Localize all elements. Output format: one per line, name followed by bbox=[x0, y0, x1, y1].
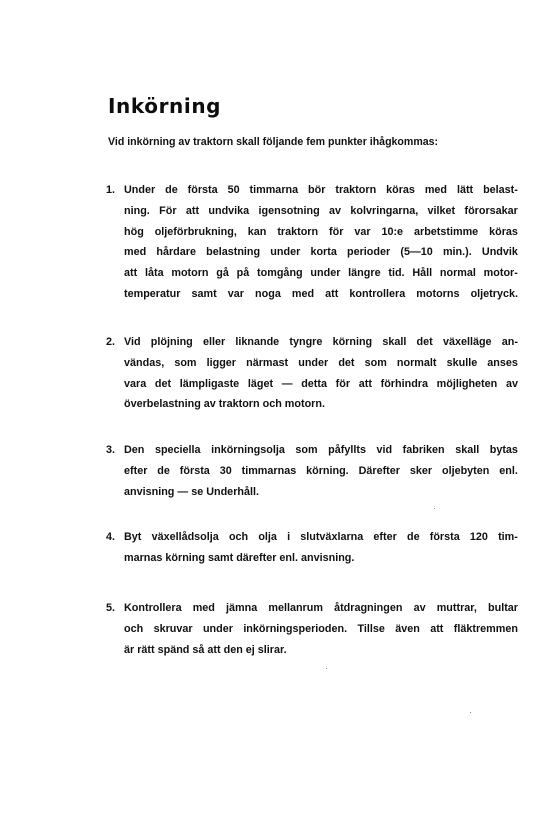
word: 10:e bbox=[381, 225, 404, 238]
word: samt bbox=[191, 287, 217, 300]
word: och bbox=[124, 622, 144, 635]
word: igensotning bbox=[258, 204, 320, 217]
justified-words bbox=[124, 461, 518, 482]
word: bultar bbox=[488, 602, 518, 614]
word: mellanrum bbox=[268, 602, 323, 614]
word: Byt bbox=[124, 531, 142, 543]
word: som bbox=[174, 356, 197, 369]
word: kolvringarna, bbox=[350, 204, 419, 217]
item-number: 1. bbox=[106, 184, 116, 196]
item-line bbox=[124, 222, 518, 243]
word: med bbox=[291, 287, 315, 300]
word: tyngre bbox=[289, 336, 323, 348]
word: vid bbox=[376, 444, 393, 456]
word: för bbox=[335, 377, 351, 390]
word: korta bbox=[310, 246, 337, 259]
word: det bbox=[416, 336, 433, 348]
justified-words bbox=[124, 242, 518, 263]
word: även bbox=[395, 622, 420, 635]
word: belast- bbox=[483, 184, 518, 196]
item-line bbox=[124, 527, 518, 548]
word: oljeförbrukning, bbox=[154, 225, 237, 238]
word: muttrar, bbox=[436, 602, 477, 614]
word: körning. bbox=[306, 464, 349, 477]
item-line bbox=[124, 461, 518, 482]
word: av bbox=[413, 602, 426, 614]
word: med bbox=[192, 602, 215, 614]
word: eller bbox=[202, 336, 226, 348]
word: var bbox=[227, 287, 244, 300]
word: speciella bbox=[154, 444, 201, 456]
list-item-3 bbox=[106, 440, 518, 502]
word: hårdare bbox=[156, 246, 196, 259]
item-line: marnas körning samt därefter enl. anvisning. bbox=[124, 551, 355, 564]
word: ning. bbox=[124, 204, 150, 217]
word: 120 bbox=[469, 531, 488, 543]
word: timmarnas bbox=[241, 464, 297, 477]
word: lätt bbox=[456, 184, 474, 196]
word: skruvar bbox=[153, 622, 193, 635]
word: 30 bbox=[219, 464, 232, 477]
word: detta bbox=[301, 377, 327, 390]
item-line: är rätt spänd så att den ej slirar. bbox=[124, 643, 287, 656]
word: åtdragningen bbox=[334, 602, 403, 614]
word: Undvik bbox=[481, 246, 518, 259]
word: låta bbox=[144, 267, 164, 280]
word: kan bbox=[247, 225, 267, 238]
word: första bbox=[179, 464, 210, 477]
item-line bbox=[124, 242, 518, 263]
word: det bbox=[338, 356, 355, 369]
scan-speck bbox=[434, 508, 435, 509]
word: — bbox=[281, 377, 293, 390]
word: perioder bbox=[347, 246, 391, 259]
word: lämpligaste bbox=[179, 377, 240, 390]
justified-words bbox=[124, 222, 518, 243]
word: förorsakar bbox=[464, 204, 518, 217]
justified-words bbox=[124, 619, 518, 640]
justified-words bbox=[124, 598, 518, 619]
word: För bbox=[159, 204, 177, 217]
word: tim- bbox=[498, 531, 518, 543]
item-line bbox=[124, 598, 518, 619]
item-line bbox=[124, 263, 518, 284]
word: närmast bbox=[246, 356, 289, 369]
scan-speck bbox=[326, 668, 327, 669]
item-number: 4. bbox=[106, 531, 116, 543]
word: motorn bbox=[171, 267, 209, 280]
item-line bbox=[124, 284, 518, 305]
word: köras bbox=[386, 184, 415, 196]
item-number: 3. bbox=[106, 444, 116, 456]
word: körning bbox=[332, 336, 373, 348]
justified-words bbox=[124, 440, 518, 461]
word: växellådsolja bbox=[151, 531, 219, 543]
justified-words bbox=[124, 353, 518, 374]
word: de bbox=[157, 464, 170, 477]
word: köras bbox=[489, 225, 518, 238]
justified-words bbox=[124, 180, 518, 201]
word: bör bbox=[308, 184, 326, 196]
item-line bbox=[124, 440, 518, 461]
item-number: 5. bbox=[106, 602, 116, 614]
word: bytas bbox=[489, 444, 518, 456]
word: att bbox=[358, 377, 372, 390]
list-item-2 bbox=[106, 332, 518, 415]
word: skulle bbox=[446, 356, 478, 369]
word: timmarna bbox=[249, 184, 299, 196]
word: hög bbox=[124, 225, 144, 238]
item-line bbox=[124, 353, 518, 374]
word: skall bbox=[455, 444, 480, 456]
word: läget bbox=[247, 377, 274, 390]
word: som bbox=[295, 444, 318, 456]
word: oljebyten bbox=[441, 464, 490, 477]
word: liknande bbox=[235, 336, 280, 348]
word: efter bbox=[373, 531, 397, 543]
word: enl. bbox=[499, 464, 518, 477]
word: det bbox=[154, 377, 172, 390]
word: under bbox=[310, 267, 341, 280]
word: inkörningsperioden. bbox=[243, 622, 348, 635]
word: temperatur bbox=[124, 287, 181, 300]
word: förhindra bbox=[380, 377, 428, 390]
word: Håll bbox=[412, 267, 433, 280]
word: under bbox=[298, 356, 329, 369]
word: med bbox=[124, 246, 147, 259]
justified-words bbox=[124, 284, 518, 305]
list-item-5 bbox=[106, 598, 518, 660]
word: 50 bbox=[227, 184, 240, 196]
word: vara bbox=[124, 377, 147, 390]
word: att bbox=[325, 287, 339, 300]
item-number: 2. bbox=[106, 336, 116, 348]
word: i bbox=[287, 531, 291, 543]
word: vändas, bbox=[124, 356, 165, 369]
word: normal bbox=[439, 267, 476, 280]
word: olja bbox=[258, 531, 277, 543]
justified-words bbox=[124, 263, 518, 284]
item-line: anvisning — se Underhåll. bbox=[124, 485, 259, 498]
word: möjligheten bbox=[436, 377, 498, 390]
item-line bbox=[124, 201, 518, 222]
word: ligger bbox=[206, 356, 237, 369]
word: gå bbox=[216, 267, 229, 280]
word: vilket bbox=[427, 204, 456, 217]
word: att bbox=[124, 267, 138, 280]
item-line bbox=[124, 332, 518, 353]
word: påfyllts bbox=[328, 444, 366, 456]
word: motorns bbox=[416, 287, 460, 300]
list-item-1 bbox=[106, 180, 518, 305]
intro-text: Vid inkörning av traktorn skall följande fem punkter ihågkommas: bbox=[108, 136, 439, 148]
word: med bbox=[424, 184, 448, 196]
item-line bbox=[124, 374, 518, 395]
item-line bbox=[124, 180, 518, 201]
word: Kontrollera bbox=[124, 602, 182, 614]
word: sker bbox=[409, 464, 433, 477]
word: att bbox=[185, 204, 200, 217]
word: Tillse bbox=[357, 622, 385, 635]
list-item-4 bbox=[106, 527, 518, 569]
word: Vid bbox=[124, 336, 141, 348]
word: skall bbox=[382, 336, 407, 348]
word: traktorn bbox=[277, 225, 319, 238]
word: första bbox=[187, 184, 218, 196]
word: som bbox=[364, 356, 387, 369]
word: de bbox=[406, 531, 420, 543]
word: växelläge bbox=[442, 336, 492, 348]
word: slutväxlarna bbox=[300, 531, 364, 543]
word: Den bbox=[124, 444, 145, 456]
word: tid. bbox=[388, 267, 405, 280]
word: på bbox=[236, 267, 250, 280]
page-title: Inkörning bbox=[108, 94, 222, 118]
word: av bbox=[329, 204, 342, 217]
word: efter bbox=[124, 464, 148, 477]
word: fabriken bbox=[402, 444, 445, 456]
word: de bbox=[165, 184, 178, 196]
scan-speck bbox=[470, 712, 471, 713]
word: normalt bbox=[396, 356, 437, 369]
word: och bbox=[228, 531, 249, 543]
word: an- bbox=[501, 336, 518, 348]
word: längre bbox=[348, 267, 381, 280]
word: (5—10 bbox=[400, 246, 433, 259]
word: motor- bbox=[483, 267, 518, 280]
item-line bbox=[124, 619, 518, 640]
justified-words bbox=[124, 332, 518, 353]
word: arbetstimme bbox=[413, 225, 479, 238]
word: Därefter bbox=[358, 464, 400, 477]
justified-words bbox=[124, 201, 518, 222]
word: kontrollera bbox=[349, 287, 406, 300]
word: för bbox=[329, 225, 344, 238]
word: oljetryck. bbox=[470, 287, 518, 300]
word: plöjning bbox=[150, 336, 193, 348]
word: inkörningsolja bbox=[211, 444, 285, 456]
word: jämna bbox=[226, 602, 258, 614]
justified-words bbox=[124, 527, 518, 548]
justified-words bbox=[124, 374, 518, 395]
word: fläktremmen bbox=[453, 622, 518, 635]
word: belastning bbox=[206, 246, 261, 259]
word: anses bbox=[487, 356, 518, 369]
word: av bbox=[505, 377, 518, 390]
item-line: överbelastning av traktorn och motorn. bbox=[124, 398, 325, 411]
word: att bbox=[430, 622, 444, 635]
word: under bbox=[202, 622, 233, 635]
word: första bbox=[429, 531, 460, 543]
word: min.). bbox=[442, 246, 472, 259]
word: var bbox=[354, 225, 371, 238]
word: tomgång bbox=[257, 267, 303, 280]
word: noga bbox=[255, 287, 281, 300]
word: Under bbox=[124, 184, 156, 196]
word: undvika bbox=[208, 204, 250, 217]
word: under bbox=[270, 246, 301, 259]
word: traktorn bbox=[335, 184, 377, 196]
